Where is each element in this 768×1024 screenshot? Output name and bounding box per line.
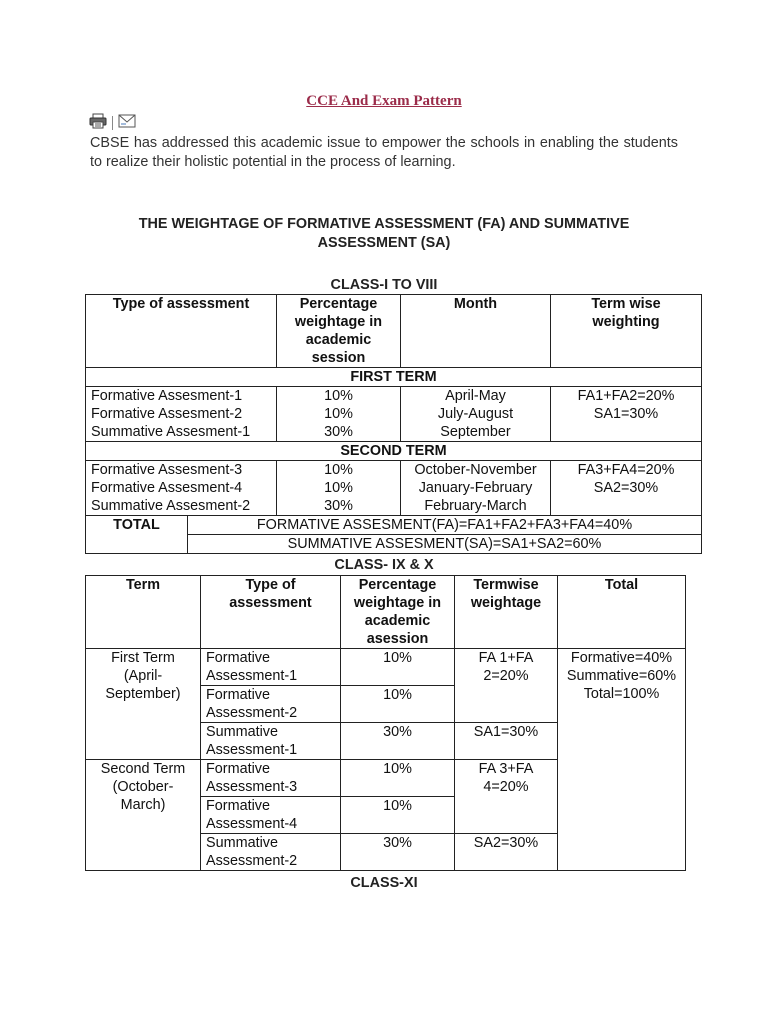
type-cell: Summative Assessment-1 [201, 723, 341, 760]
first-term-months [401, 387, 551, 442]
icon-separator [112, 116, 113, 130]
total-cell [558, 649, 686, 871]
first-term-row [86, 368, 702, 387]
class-1-8-heading: CLASS-I TO VIII [330, 277, 438, 293]
percent-cell: 10% [341, 686, 455, 723]
header-month: Month [401, 295, 551, 368]
table-header-row [86, 576, 686, 649]
print-icon[interactable] [89, 113, 107, 134]
intro-paragraph: CBSE has addressed this academic issue to empower the schools in enabling the students to realize their holistic potential in the process of learning. [90, 135, 678, 170]
total-fa: FORMATIVE ASSESMENT(FA)=FA1+FA2+FA3+FA4=40% [188, 516, 702, 535]
percent-cell: 30% [324, 424, 353, 440]
header-term-weighting: Term wise weighting [551, 295, 702, 368]
type-fa4: Formative Assesment-4 [91, 480, 243, 496]
second-term-row [86, 442, 702, 461]
month-cell: April-May [445, 388, 506, 404]
header-type: Type of assessment [201, 576, 341, 649]
header-termwise: Termwise weightage [455, 576, 558, 649]
weightage-cell: SA2=30% [455, 834, 558, 871]
weight-cell: SA2=30% [593, 480, 659, 496]
first-term-percents [277, 387, 401, 442]
type-cell: Formative Assessment-2 [201, 686, 341, 723]
type-cell: Formative Assessment-4 [201, 797, 341, 834]
weight-cell: SA1=30% [593, 406, 659, 422]
percent-cell: 10% [324, 406, 353, 422]
second-term-label: SECOND TERM [86, 442, 702, 461]
second-term-months [401, 461, 551, 516]
type-cell: Summative Assessment-2 [201, 834, 341, 871]
percent-cell: 10% [324, 388, 353, 404]
class-9-10-table [85, 575, 686, 871]
total-formative: Formative=40% [570, 650, 673, 666]
total-overall: Total=100% [583, 686, 660, 702]
first-term-types [86, 387, 277, 442]
type-fa2: Formative Assesment-2 [91, 406, 243, 422]
percent-cell: 10% [341, 649, 455, 686]
class-1-8-table [85, 294, 702, 554]
percent-cell: 10% [341, 797, 455, 834]
class-9-10-heading: CLASS- IX & X [334, 557, 434, 573]
table-header-row [86, 295, 702, 368]
second-term-cell: Second Term (October-March) [86, 760, 201, 871]
weight-cell: FA1+FA2=20% [577, 388, 675, 404]
total-fa-row [86, 516, 702, 535]
month-cell: January-February [418, 480, 533, 496]
first-term-cell: First Term (April-September) [86, 649, 201, 760]
header-total: Total [558, 576, 686, 649]
header-type: Type of assessment [86, 295, 277, 368]
percent-cell: 30% [341, 723, 455, 760]
type-cell: Formative Assessment-3 [201, 760, 341, 797]
header-percentage: Percentage weightage in academic asession [341, 576, 455, 649]
header-term: Term [86, 576, 201, 649]
email-icon[interactable] [118, 114, 136, 133]
type-sa2: Summative Assesment-2 [91, 498, 251, 514]
second-term-weights [551, 461, 702, 516]
first-term-label: FIRST TERM [86, 368, 702, 387]
percent-cell: 30% [341, 834, 455, 871]
action-icons [89, 114, 136, 132]
percent-cell: 10% [341, 760, 455, 797]
first-term-data-row [86, 387, 702, 442]
type-sa1: Summative Assesment-1 [91, 424, 251, 440]
month-cell: February-March [424, 498, 527, 514]
weightage-cell: SA1=30% [455, 723, 558, 760]
header-percentage: Percentage weightage in academic session [277, 295, 401, 368]
second-term-types [86, 461, 277, 516]
type-fa3: Formative Assesment-3 [91, 462, 243, 478]
weight-cell: FA3+FA4=20% [577, 462, 675, 478]
month-cell: July-August [437, 406, 514, 422]
total-summative: Summative=60% [566, 668, 677, 684]
weightage-cell: FA 3+FA 4=20% [455, 760, 558, 834]
percent-cell: 30% [324, 498, 353, 514]
class-11-heading: CLASS-XI [350, 875, 418, 891]
second-term-data-row [86, 461, 702, 516]
type-cell: Formative Assessment-1 [201, 649, 341, 686]
second-term-percents [277, 461, 401, 516]
table-row [86, 649, 686, 686]
month-cell: October-November [414, 462, 537, 478]
total-sa: SUMMATIVE ASSESMENT(SA)=SA1+SA2=60% [188, 535, 702, 554]
section-heading: THE WEIGHTAGE OF FORMATIVE ASSESSMENT (FA) AND SUMMATIVE ASSESSMENT (SA) [138, 216, 630, 251]
month-cell: September [440, 424, 511, 440]
percent-cell: 10% [324, 480, 353, 496]
total-label: TOTAL [86, 516, 188, 554]
type-fa1: Formative Assesment-1 [91, 388, 243, 404]
percent-cell: 10% [324, 462, 353, 478]
weightage-cell: FA 1+FA 2=20% [455, 649, 558, 723]
page-title: CCE And Exam Pattern [306, 93, 462, 109]
first-term-weights [551, 387, 702, 442]
